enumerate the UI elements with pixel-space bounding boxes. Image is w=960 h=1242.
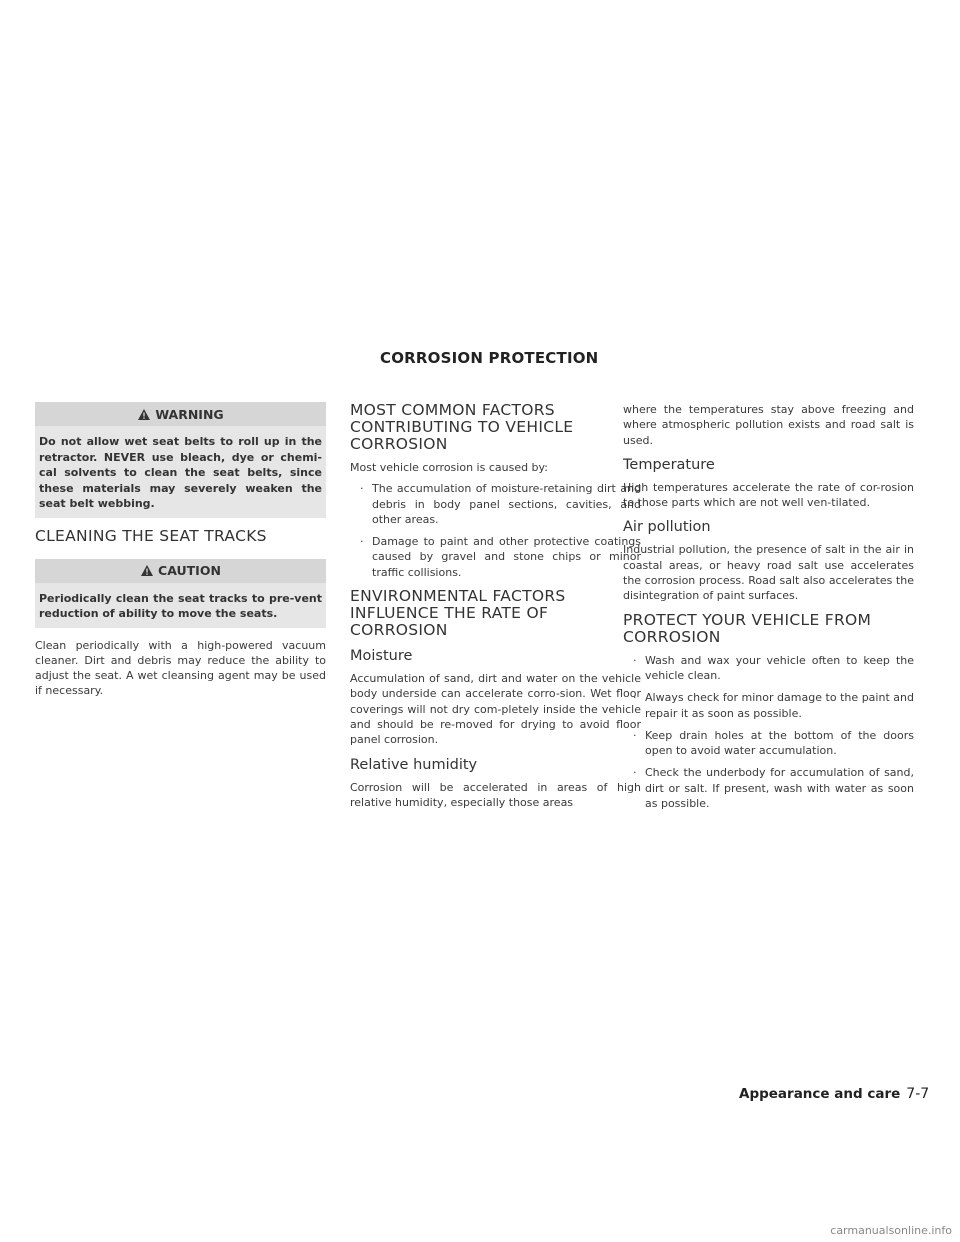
- list-item: · Keep drain holes at the bottom of the doors open to avoid water accumulation.: [623, 728, 914, 759]
- warning-label: WARNING: [155, 406, 224, 422]
- heading-temperature: Temperature: [623, 456, 715, 473]
- temperature-paragraph: High temperatures accelerate the rate of cor-rosion to those parts which are not well ven-tilated.: [623, 480, 914, 510]
- warning-header: [35, 402, 326, 426]
- page-number: 7-7: [906, 1086, 930, 1102]
- humidity-paragraph: Corrosion will be accelerated in areas of high relative humidity, especially those areas: [350, 780, 641, 809]
- section-title: CORROSION PROTECTION: [380, 349, 599, 367]
- moisture-paragraph: Accumulation of sand, dirt and water on the vehicle body underside can accelerate corro-sion. Wet floor coverings will not dry com-pletely inside the vehicle and should be re-moved for drying to avoid floor panel corrosion.: [350, 672, 641, 747]
- column-left: [35, 402, 326, 705]
- warning-triangle-icon: [137, 408, 151, 421]
- footer-chapter: Appearance and care: [739, 1086, 901, 1102]
- list-item: · The accumulation of moisture-retaining dirt and debris in body panel sections, cavities, and other areas.: [350, 481, 641, 527]
- list-item: · Damage to paint and other protective coatings caused by gravel and stone chips or minor traffic collisions.: [350, 534, 641, 580]
- list-item: · Always check for minor damage to the paint and repair it as soon as possible.: [623, 690, 914, 721]
- caution-box: [35, 559, 326, 628]
- heading-protect-vehicle: PROTECT YOUR VEHICLE FROM CORROSION: [623, 610, 872, 646]
- air-pollution-paragraph: Industrial pollution, the presence of salt in the air in coastal areas, or heavy road salt use accelerates the corrosion process. Road salt also accelerates the disintegration of paint surfaces.: [623, 543, 914, 603]
- column-middle: [350, 402, 641, 816]
- humidity-continued: where the temperatures stay above freezing and where atmospheric pollution exists and road salt is used.: [623, 403, 914, 447]
- watermark: carmanualsonline.info: [830, 1224, 952, 1237]
- heading-environmental-factors: ENVIRONMENTAL FACTORS INFLUENCE THE RATE OF CORROSION: [350, 587, 566, 640]
- intro-paragraph: Most vehicle corrosion is caused by:: [350, 461, 548, 474]
- factors-list: [350, 481, 641, 580]
- caution-header: [35, 559, 326, 583]
- list-item: · Wash and wax your vehicle often to keep the vehicle clean.: [623, 653, 914, 684]
- list-item: · Check the underbody for accumulation of sand, dirt or salt. If present, wash with water as soon as possible.: [623, 765, 914, 811]
- protect-list: [623, 653, 914, 812]
- caution-triangle-icon: [140, 564, 154, 577]
- warning-box: [35, 402, 326, 518]
- heading-common-factors: MOST COMMON FACTORS CONTRIBUTING TO VEHICLE CORROSION: [350, 401, 574, 453]
- heading-relative-humidity: Relative humidity: [350, 756, 478, 773]
- caution-text: Periodically clean the seat tracks to pre-vent reduction of ability to move the seats.: [39, 591, 322, 620]
- heading-moisture: Moisture: [350, 648, 413, 665]
- cleaning-paragraph: Clean periodically with a high-powered vacuum cleaner. Dirt and debris may reduce the ability to adjust the seat. A wet cleansing agent may be used if necessary.: [35, 638, 326, 698]
- heading-air-pollution: Air pollution: [623, 519, 711, 536]
- column-right: [623, 402, 914, 818]
- caution-label: CAUTION: [158, 563, 221, 578]
- heading-cleaning-seat-tracks: CLEANING THE SEAT TRACKS: [35, 526, 267, 545]
- warning-text: Do not allow wet seat belts to roll up in the retractor. NEVER use bleach, dye or chemi-cal solvents to clean the seat belts, since these materials may severely weaken the seat belt webbing.: [39, 435, 322, 510]
- page-footer: [739, 1086, 929, 1102]
